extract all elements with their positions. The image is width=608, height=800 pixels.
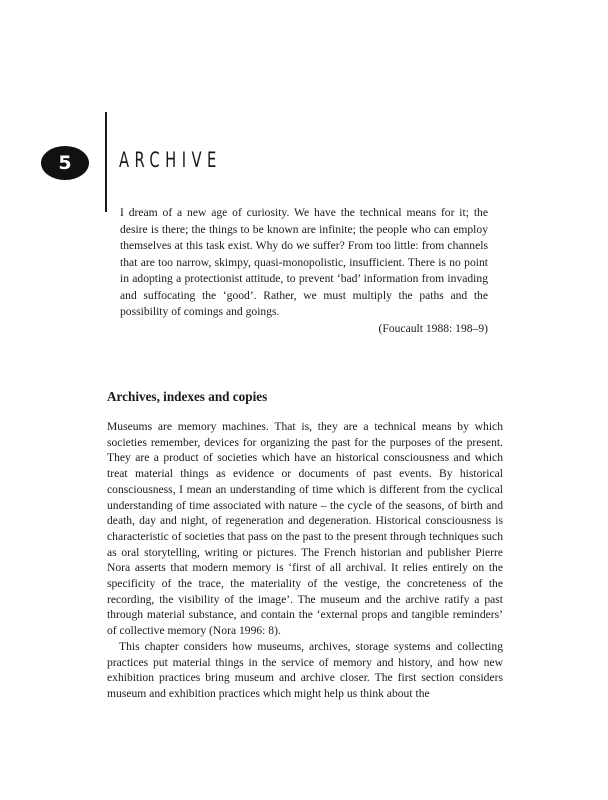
body-paragraph-2: This chapter considers how museums, archives, storage systems and collecting practices put material things in the service of memory and history, and how new exhibition practices bring museum and archive closer. The first section considers museum and exhibition practices which might help us think about the: [107, 639, 503, 700]
section-heading: Archives, indexes and copies: [107, 389, 268, 404]
chapter-number-badge: [41, 146, 89, 180]
chapter-number: 5: [58, 152, 72, 174]
body-text: [107, 419, 503, 702]
epigraph-text: I dream of a new age of curiosity. We have the technical means for it; the desire is there; the things to be known are infinite; the people who can employ themselves at this task exist. Why do we suffer? From too little: from channels that are too narrow, skimpy, quasi-monopolistic, insufficient. There is no point in adopting a protectionist attitude, to prevent ‘bad’ information from invading and suffocating the ‘good’. Rather, we must multiply the paths and the possibility of comings and goings.: [120, 206, 488, 318]
chapter-title: ARCHIVE: [119, 148, 222, 172]
body-paragraph-1: Museums are memory machines. That is, they are a technical means by which societies remember, devices for organizing the past for the purposes of the present. They are a product of societies which have an historical consciousness and which treat material things as evidence or documents of past events. By historical consciousness, I mean an understanding of time which is different from the cyclical understanding of time associated with nature – the cycle of the seasons, of birth and death, day and night, of regeneration and degeneration. Historical consciousness is characteristic of societies that pass on the past to the present through techniques such as oral storytelling, writing or pictures. The French historian and publisher Pierre Nora asserts that modern memory is ‘first of all archival. It relies entirely on the specificity of the trace, the materiality of the vestige, the concreteness of the recording, the visibility of the image’. The museum and the archive ratify a past through material substance, and contain the ‘external props and tangible reminders’ of collective memory (Nora 1996: 8).: [107, 420, 503, 638]
epigraph: [120, 205, 488, 337]
epigraph-attribution: (Foucault 1988: 198–9): [378, 321, 488, 335]
chapter-vertical-rule: [105, 112, 107, 212]
